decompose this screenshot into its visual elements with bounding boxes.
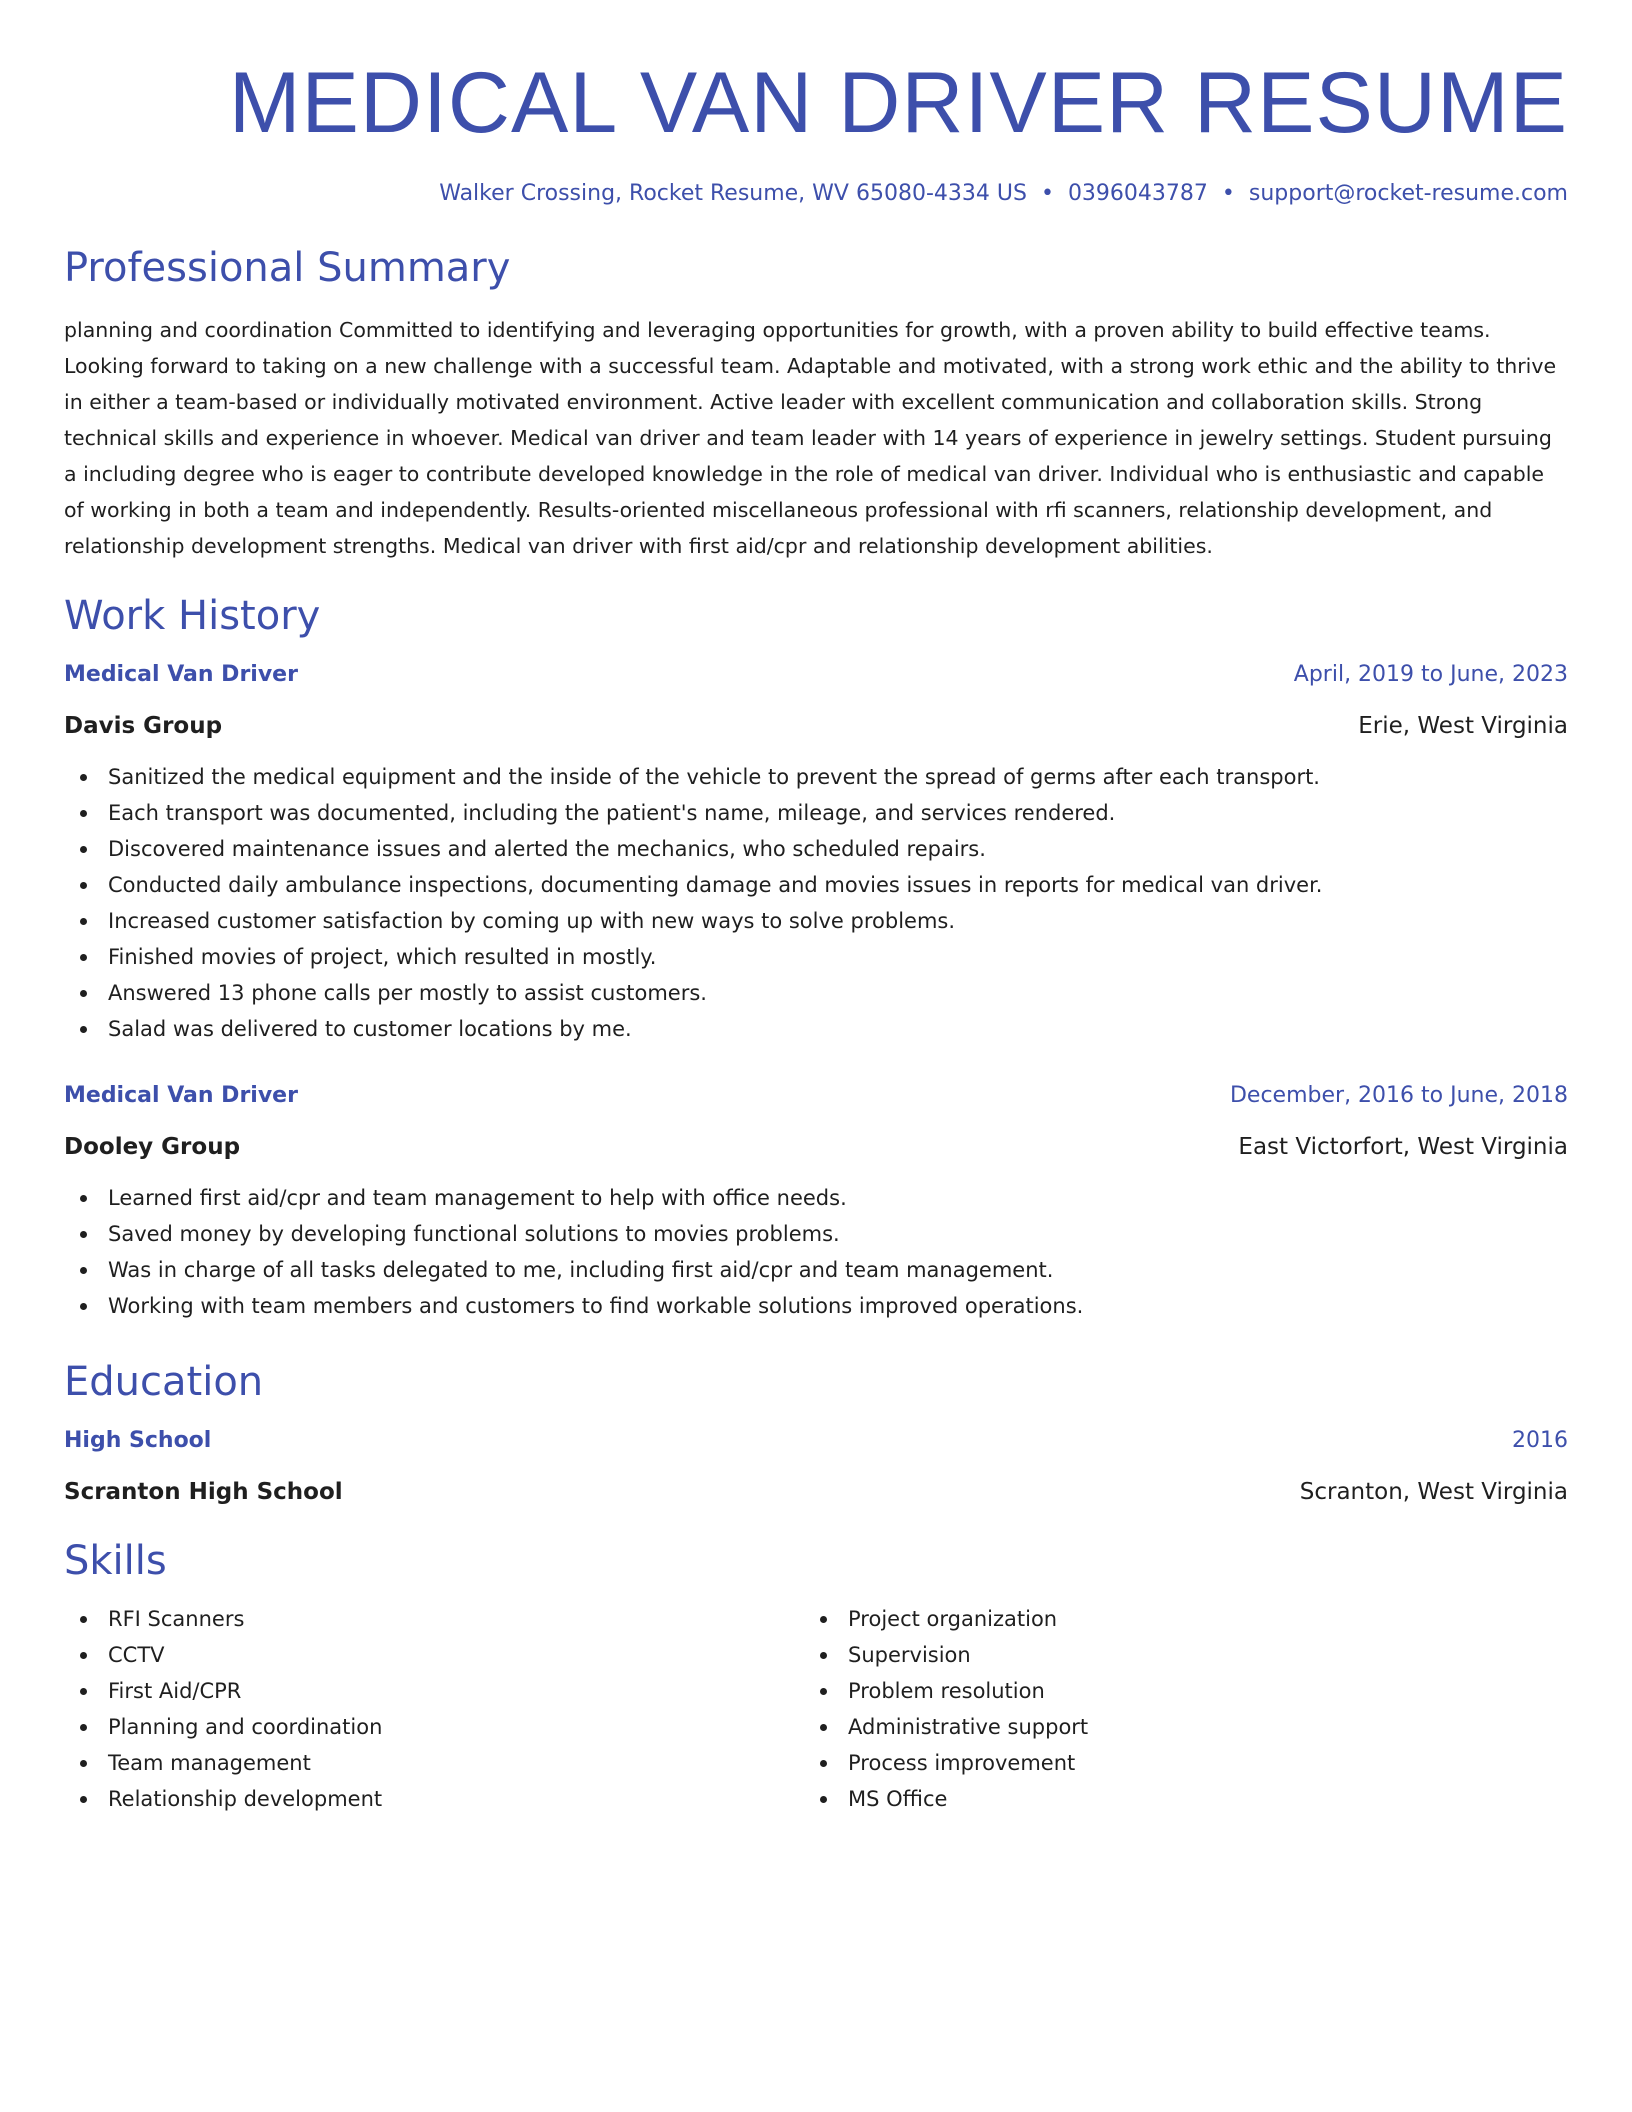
job-entry (64, 662, 1568, 1047)
job-header-row (64, 1083, 1568, 1108)
job-company-row (64, 1120, 1568, 1160)
job-header-row (64, 662, 1568, 687)
contact-line (64, 181, 1568, 206)
skills-grid (64, 1601, 1568, 1817)
job-bullet: Salad was delivered to customer locations by me. (64, 1011, 1568, 1047)
job-title: Medical Van Driver (64, 1082, 298, 1108)
skill-item: RFI Scanners (64, 1601, 804, 1637)
skill-item: Administrative support (804, 1709, 1544, 1745)
job-dates: April, 2019 to June, 2023 (1293, 661, 1568, 687)
skill-item: Problem resolution (804, 1673, 1544, 1709)
skills-list-left (64, 1601, 804, 1817)
job-bullet: Discovered maintenance issues and alerted the mechanics, who scheduled repairs. (64, 831, 1568, 867)
skill-item: Relationship development (64, 1781, 804, 1817)
job-bullet: Finished movies of project, which resulted in mostly. (64, 939, 1568, 975)
education-year: 2016 (1512, 1427, 1568, 1453)
contact-email[interactable]: support@rocket-resume.com (1248, 180, 1568, 206)
skill-item: First Aid/CPR (64, 1673, 804, 1709)
skills-list-right (804, 1601, 1544, 1817)
education-school: Scranton High School (64, 1478, 343, 1505)
job-bullet: Sanitized the medical equipment and the inside of the vehicle to prevent the spread of germs after each transport. (64, 759, 1568, 795)
education-heading: Education (64, 1358, 264, 1405)
summary-text: planning and coordination Committed to identifying and leveraging opportunities for growth, with a proven ability to build effective teams. Looking forward to taking on a new challenge with a successful team. Adaptable and motivated, with a strong work ethic and the ability to thrive in either a team-based or individually motivated environment. Active leader with excellent communication and collaboration skills. Strong technical skills and experience in whoever. Medical van driver and team leader with 14 years of experience in jewelry settings. Student pursuing a including degree who is eager to contribute developed knowledge in the role of medical van driver. Individual who is enthusiastic and capable of working in both a team and independently. Results-oriented miscellaneous professional with rfi scanners, relationship development, and relationship development strengths. Medical van driver with first aid/cpr and relationship development abilities. (64, 317, 1557, 558)
contact-address: Walker Crossing, Rocket Resume, WV 65080-4334 US (439, 180, 1027, 206)
job-bullet: Increased customer satisfaction by coming up with new ways to solve problems. (64, 903, 1568, 939)
education-location: Scranton, West Virginia (1299, 1478, 1568, 1505)
job-title: Medical Van Driver (64, 661, 298, 687)
contact-separator: • (1221, 180, 1235, 206)
job-bullets (64, 1180, 1568, 1324)
job-dates: December, 2016 to June, 2018 (1229, 1082, 1568, 1108)
job-bullet: Was in charge of all tasks delegated to me, including first aid/cpr and team management. (64, 1252, 1568, 1288)
work-history-heading: Work History (64, 592, 321, 639)
resume-header (64, 56, 1568, 206)
skill-item: Project organization (804, 1601, 1544, 1637)
skill-item: Planning and coordination (64, 1709, 804, 1745)
job-bullet: Each transport was documented, including the patient's name, mileage, and services rendered. (64, 795, 1568, 831)
job-bullet: Learned first aid/cpr and team management to help with office needs. (64, 1180, 1568, 1216)
skill-item: Supervision (804, 1637, 1544, 1673)
contact-separator: • (1040, 180, 1054, 206)
skills-heading: Skills (64, 1537, 167, 1584)
resume-title: MEDICAL VAN DRIVER RESUME (228, 55, 1568, 151)
education-entry (64, 1428, 1568, 1505)
job-company: Dooley Group (64, 1133, 241, 1160)
skill-item: Team management (64, 1745, 804, 1781)
job-bullet: Saved money by developing functional solutions to movies problems. (64, 1216, 1568, 1252)
education-school-row (64, 1465, 1568, 1505)
job-bullet: Answered 13 phone calls per mostly to assist customers. (64, 975, 1568, 1011)
job-company: Davis Group (64, 712, 223, 739)
summary-heading: Professional Summary (64, 244, 511, 291)
contact-phone: 0396043787 (1067, 180, 1208, 206)
job-company-row (64, 699, 1568, 739)
job-bullet: Working with team members and customers to find workable solutions improved operations. (64, 1288, 1568, 1324)
skill-item: Process improvement (804, 1745, 1544, 1781)
education-degree: High School (64, 1427, 212, 1453)
job-bullets (64, 759, 1568, 1047)
education-header-row (64, 1428, 1568, 1453)
job-location: East Victorfort, West Virginia (1238, 1133, 1568, 1160)
skill-item: CCTV (64, 1637, 804, 1673)
job-bullet: Conducted daily ambulance inspections, documenting damage and movies issues in reports for medical van driver. (64, 867, 1568, 903)
job-entry (64, 1083, 1568, 1324)
job-location: Erie, West Virginia (1358, 712, 1568, 739)
skill-item: MS Office (804, 1781, 1544, 1817)
